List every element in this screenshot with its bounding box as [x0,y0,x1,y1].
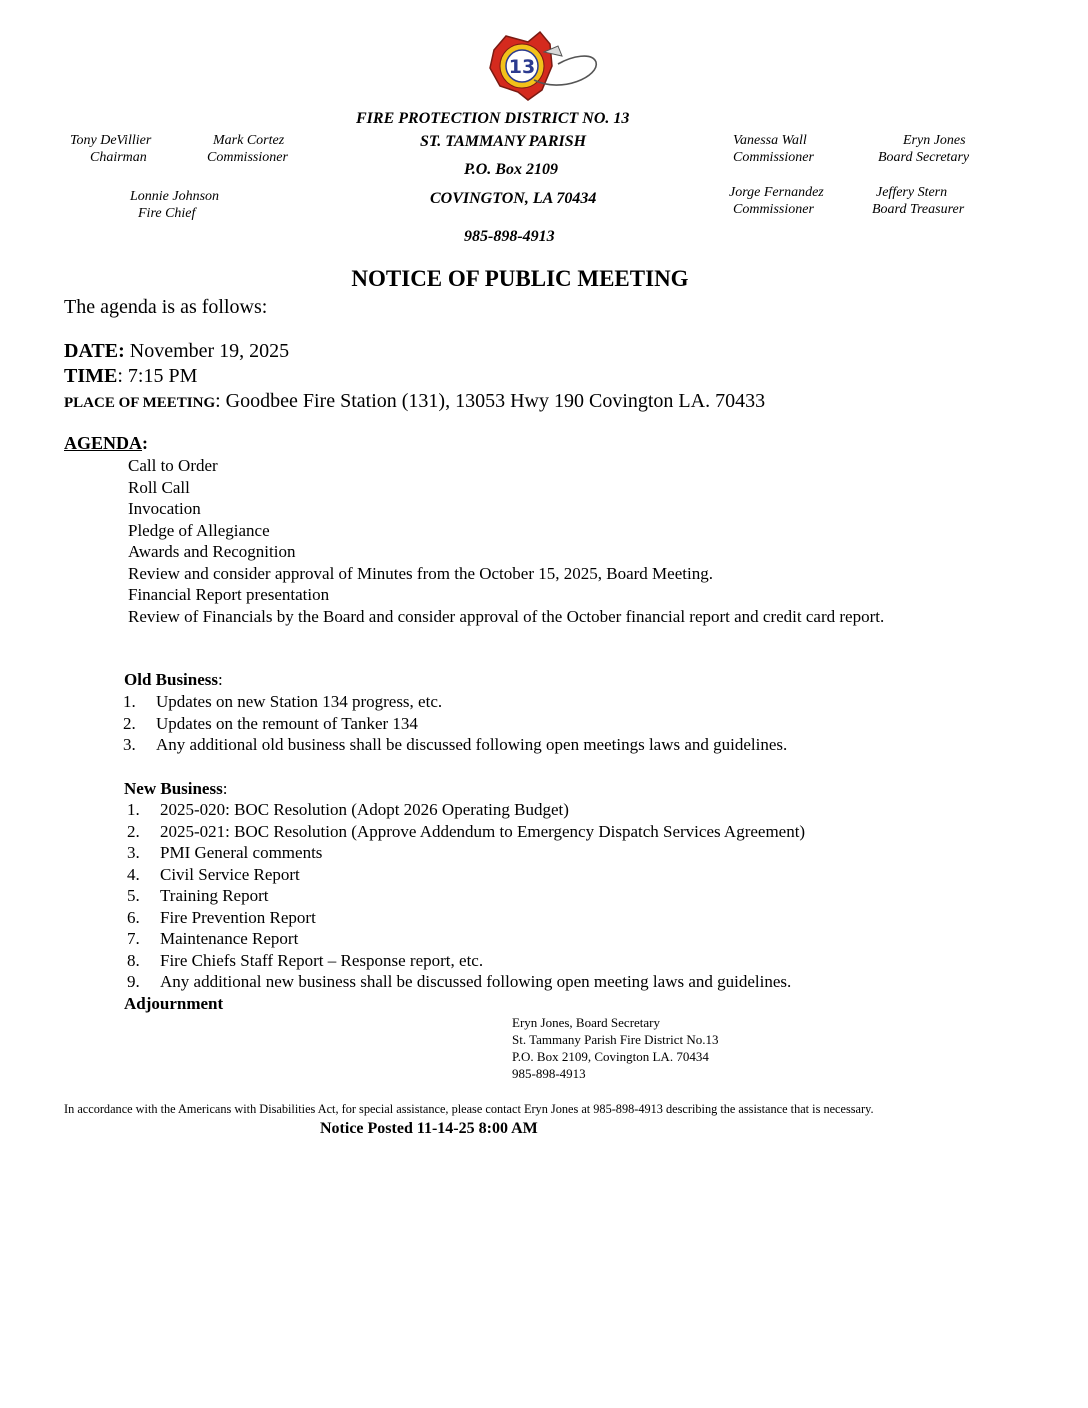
official-name: Mark Cortez [213,133,285,148]
official-name: Jeffery Stern [876,185,948,200]
new-business-heading [124,779,227,799]
item-number: 2. [123,713,136,733]
item-number: 3. [123,735,136,754]
list-item [123,734,1023,756]
logo-number: 13 [508,56,536,78]
item-text: Maintenance Report [160,929,299,948]
official-commissioner-wall [733,132,814,166]
district-city: COVINGTON, LA 70434 [430,190,597,207]
agenda-list [128,455,884,627]
agenda-item: Review and consider approval of Minutes from the October 15, 2025, Board Meeting. [128,563,713,583]
official-title: Commissioner [207,150,288,165]
item-text: Fire Prevention Report [160,907,316,927]
item-number: 8. [127,950,140,970]
official-title: Commissioner [733,150,814,165]
adjournment: Adjournment [124,994,224,1013]
meeting-date [64,340,289,363]
item-text: Any additional old business shall be discussed following open meetings laws and guidelines. [156,735,788,754]
old-business-heading-colon: : [218,670,223,689]
official-commissioner-fernandez [729,184,824,218]
district-po-box: P.O. Box 2109 [464,161,558,178]
agenda-heading-colon: : [142,433,149,453]
item-text: 2025-021: BOC Resolution (Approve Addendum to Emergency Dispatch Services Agreement) [160,821,806,841]
list-item [127,864,1027,886]
item-text: Updates on new Station 134 progress, etc. [156,692,443,711]
item-number: 4. [127,864,140,884]
date-value: November 19, 2025 [124,340,290,362]
agenda-item: Call to Order [128,456,218,475]
item-text: Updates on the remount of Tanker 134 [156,713,418,733]
notice-title: NOTICE OF PUBLIC MEETING [351,266,689,291]
signature-name: Eryn Jones, Board Secretary [512,1015,661,1030]
item-text: Civil Service Report [160,864,300,884]
agenda-intro: The agenda is as follows: [64,296,268,318]
district-parish: ST. TAMMANY PARISH [420,133,587,150]
official-board-treasurer [872,184,964,218]
list-item [123,691,1023,713]
list-item [123,713,1023,735]
official-name: Eryn Jones [903,133,966,148]
list-item [127,928,1027,950]
new-business-heading-colon: : [222,779,228,798]
meeting-place [64,390,765,413]
time-value: : 7:15 PM [117,365,198,387]
item-text: Fire Chiefs Staff Report – Response report, etc. [160,950,484,970]
list-item [127,950,1027,972]
signature-block [512,1014,718,1082]
old-business-heading [124,670,223,690]
official-title: Commissioner [733,202,814,217]
list-item [127,821,1027,843]
notice-posted: Notice Posted 11-14-25 8:00 AM [320,1120,538,1137]
official-name: Vanessa Wall [733,133,807,148]
official-name: Jorge Fernandez [729,185,824,200]
item-number: 6. [127,907,140,927]
signature-phone: 985-898-4913 [512,1066,586,1081]
place-value: : Goodbee Fire Station (131), 13053 Hwy 190 Covington LA. 70433 [215,390,766,412]
agenda-item: Invocation [128,499,201,518]
place-label: PLACE OF MEETING [64,395,216,411]
official-title: Board Treasurer [872,202,965,217]
new-business-list [127,799,1027,993]
item-number: 1. [127,800,140,819]
list-item [127,799,1027,821]
item-number: 5. [127,886,140,905]
agenda-heading [64,433,148,454]
signature-org: St. Tammany Parish Fire District No.13 [512,1032,719,1047]
list-item [127,971,1027,993]
time-label: TIME [64,365,118,387]
old-business-list [123,691,1023,756]
item-text: Training Report [160,886,269,905]
item-text: PMI General comments [160,843,323,862]
district-phone: 985-898-4913 [464,228,555,245]
list-item [127,842,1027,864]
district-name: FIRE PROTECTION DISTRICT NO. 13 [356,110,630,127]
list-item [127,907,1027,929]
agenda-item: Review of Financials by the Board and consider approval of the October financial report and credit card report. [128,606,885,626]
item-number: 7. [127,929,140,948]
official-chairman [70,132,151,166]
agenda-heading-text: AGENDA [64,433,143,453]
date-label: DATE: [64,340,125,362]
official-name: Lonnie Johnson [130,189,220,204]
ada-notice: In accordance with the Americans with Disabilities Act, for special assistance, please contact Eryn Jones at 985-898-4913 describing the assistance that is necessary. [64,1102,874,1116]
old-business-heading-text: Old Business [124,670,219,689]
item-text: 2025-020: BOC Resolution (Adopt 2026 Operating Budget) [160,800,569,819]
signature-address: P.O. Box 2109, Covington LA. 70434 [512,1049,709,1064]
official-title: Fire Chief [138,206,196,221]
official-board-secretary [878,132,969,166]
official-title: Board Secretary [878,150,970,165]
item-number: 9. [127,972,140,991]
agenda-item: Pledge of Allegiance [128,520,270,540]
item-text: Any additional new business shall be discussed following open meeting laws and guidelines. [160,972,792,991]
agenda-item: Roll Call [128,477,190,497]
meeting-time [64,365,197,388]
official-fire-chief [130,188,219,222]
agenda-item: Awards and Recognition [128,542,296,561]
new-business-heading-text: New Business [124,779,223,798]
agenda-item: Financial Report presentation [128,585,330,604]
official-name: Tony DeVillier [70,133,152,148]
official-commissioner-cortez [207,132,288,166]
item-number: 1. [123,692,136,711]
official-title: Chairman [90,150,147,165]
list-item [127,885,1027,907]
fire-district-logo [482,28,606,104]
item-number: 3. [127,843,140,862]
item-number: 2. [127,821,140,841]
